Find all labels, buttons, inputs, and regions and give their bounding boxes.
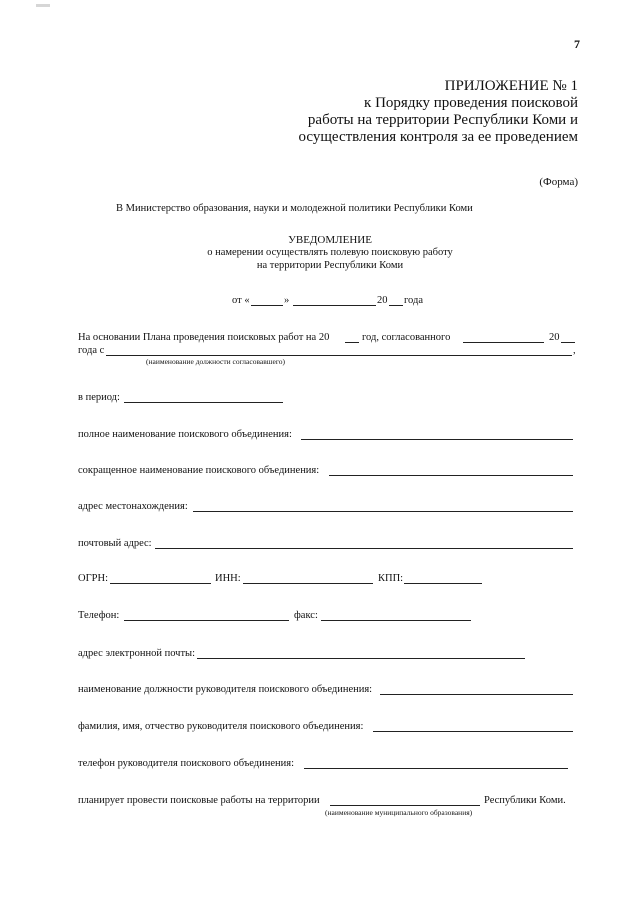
ogrn-label: ОГРН:: [78, 573, 108, 584]
address-field[interactable]: [193, 511, 573, 512]
head-name-label: фамилия, имя, отчество руководителя поискового объединения:: [78, 721, 364, 732]
address-label: адрес местонахождения:: [78, 501, 188, 512]
short-name-label: сокращенное наименование поискового объединения:: [78, 465, 320, 476]
head-phone-field[interactable]: [304, 768, 568, 769]
head-name-field[interactable]: [373, 731, 573, 732]
inn-label: ИНН:: [215, 573, 241, 584]
date-day-field[interactable]: [251, 305, 283, 306]
basis-text-1b: год, согласованного: [362, 332, 451, 343]
period-field[interactable]: [124, 402, 283, 403]
appendix-line-1: к Порядку проведения поисковой: [364, 95, 578, 111]
ogrn-field[interactable]: [110, 583, 211, 584]
head-position-field[interactable]: [380, 694, 573, 695]
full-name-label: полное наименование поискового объединения:: [78, 429, 292, 440]
form-label: (Форма): [539, 176, 578, 188]
postal-field[interactable]: [155, 548, 573, 549]
period-label: в период:: [78, 392, 120, 403]
date-close-quote: »: [284, 295, 290, 306]
municipality-field[interactable]: [330, 805, 480, 806]
date-month-field[interactable]: [293, 305, 376, 306]
fax-label: факс:: [294, 610, 318, 621]
date-year-field[interactable]: [389, 305, 403, 306]
notice-subtitle-2: на территории Республики Коми: [256, 260, 404, 271]
basis-text-2: года с: [78, 345, 105, 356]
notice-title: УВЕДОМЛЕНИЕ: [288, 234, 372, 246]
scan-artifact: [36, 4, 50, 7]
appendix-line-2: работы на территории Республики Коми и: [307, 112, 578, 128]
short-name-field[interactable]: [329, 475, 573, 476]
appendix-title: ПРИЛОЖЕНИЕ № 1: [444, 78, 578, 94]
email-field[interactable]: [197, 658, 525, 659]
phone-label: Телефон:: [78, 610, 120, 621]
postal-label: почтовый адрес:: [78, 538, 152, 549]
fax-field[interactable]: [321, 620, 471, 621]
basis-approval-year-field[interactable]: [561, 342, 575, 343]
basis-text-1: На основании Плана проведения поисковых работ на 20: [78, 332, 330, 343]
basis-comma: ,: [573, 345, 576, 356]
plans-end: Республики Коми.: [484, 795, 566, 806]
kpp-field[interactable]: [404, 583, 482, 584]
basis-plan-year-field[interactable]: [345, 342, 359, 343]
plans-label: планирует провести поисковые работы на территории: [78, 795, 320, 806]
phone-field[interactable]: [124, 620, 289, 621]
head-phone-label: телефон руководителя поискового объединения:: [78, 758, 295, 769]
inn-field[interactable]: [243, 583, 373, 584]
date-from-label: от «: [232, 295, 250, 306]
plans-hint: (наименование муниципального образования): [325, 808, 473, 817]
appendix-line-3: осуществления контроля за ее проведением: [298, 129, 578, 145]
basis-hint: (наименование должности согласовавшего): [146, 357, 286, 366]
basis-text-1c: 20: [549, 332, 560, 343]
addressee: В Министерство образования, науки и молодежной политики Республики Коми: [116, 203, 473, 214]
notice-subtitle-1: о намерении осуществлять полевую поисковую работу: [207, 247, 453, 258]
email-label: адрес электронной почты:: [78, 648, 196, 659]
full-name-field[interactable]: [301, 439, 573, 440]
head-position-label: наименование должности руководителя поискового объединения:: [78, 684, 373, 695]
page-number: 7: [574, 37, 580, 51]
date-year-word: года: [404, 295, 423, 306]
date-year-prefix: 20: [377, 295, 388, 306]
basis-approver-field[interactable]: [106, 355, 572, 356]
kpp-label: КПП:: [378, 573, 404, 584]
basis-approval-date-field[interactable]: [463, 342, 544, 343]
